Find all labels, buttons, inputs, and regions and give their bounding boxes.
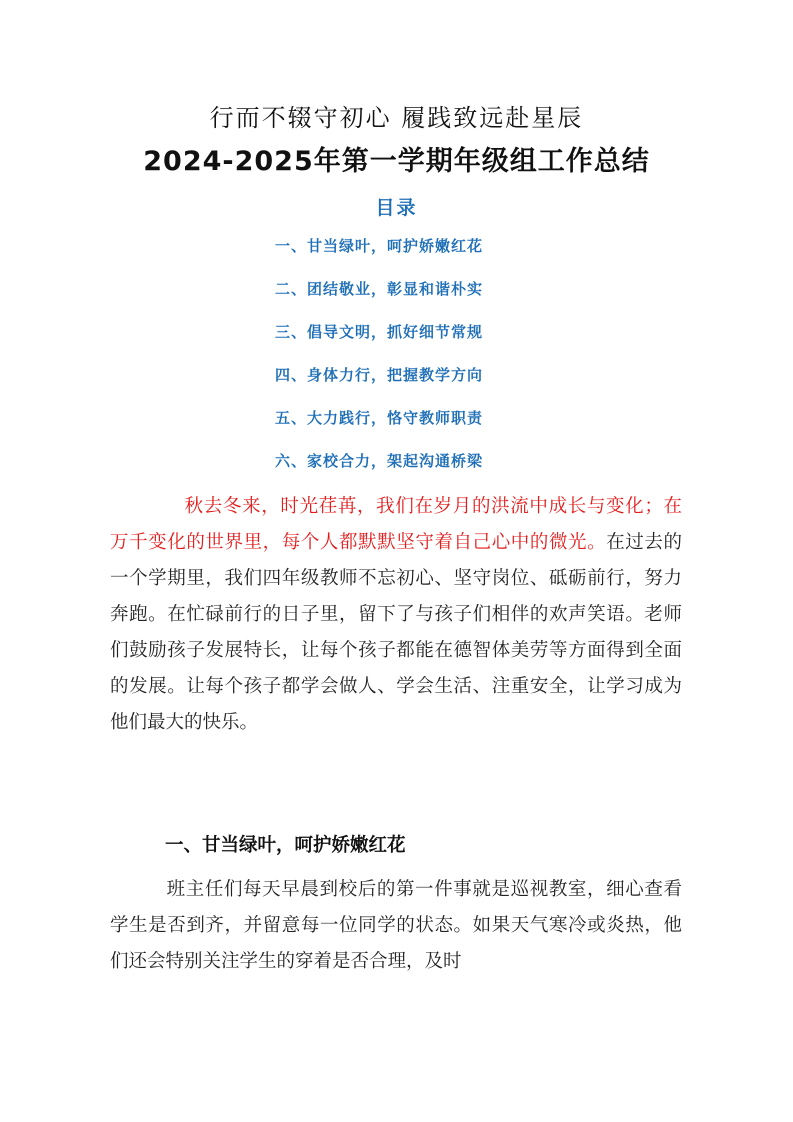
toc-heading: 目录 bbox=[375, 197, 418, 219]
document-title-line1: 行而不辍守初心 履践致远赴星辰 bbox=[209, 104, 584, 132]
toc-item-4[interactable]: 四、身体力行，把握教学方向 bbox=[275, 366, 484, 384]
toc-item-5[interactable]: 五、大力践行，恪守教师职责 bbox=[275, 409, 484, 427]
toc-item-6[interactable]: 六、家校合力，架起沟通桥梁 bbox=[275, 452, 484, 470]
toc-item-3[interactable]: 三、倡导文明，抓好细节常规 bbox=[275, 323, 484, 341]
toc-item-2[interactable]: 二、团结敬业，彰显和谐朴实 bbox=[275, 280, 484, 298]
section-1-heading: 一、甘当绿叶，呵护娇嫩红花 bbox=[165, 835, 406, 856]
section-1-paragraph bbox=[110, 872, 682, 980]
intro-paragraph bbox=[110, 489, 682, 741]
document-title-line2: 2024-2025年第一学期年级组工作总结 bbox=[143, 146, 650, 177]
intro-highlight-text: 秋去冬来，时光荏苒，我们在岁月的洪流中成长与变化；在万千变化的世界里，每个人都默默坚守着自己心中的微光。 bbox=[110, 496, 682, 553]
intro-body-text: 在过去的一个学期里，我们四年级教师不忘初心、坚守岗位、砥砺前行，努力奔跑。在忙碌前行的日子里，留下了与孩子们相伴的欢声笑语。老师们鼓励孩子发展特长，让每个孩子都能在德智体美劳等方面得到全面的发展。让每个孩子都学会做人、学会生活、注重安全，让学习成为他们最大的快乐。 bbox=[110, 532, 682, 733]
table-of-contents bbox=[275, 235, 483, 493]
section-1-text: 班主任们每天早晨到校后的第一件事就是巡视教室，细心查看学生是否到齐，并留意每一位同学的状态。如果天气寒冷或炎热，他们还会特别关注学生的穿着是否合理，及时 bbox=[110, 879, 682, 972]
toc-item-1[interactable]: 一、甘当绿叶，呵护娇嫩红花 bbox=[275, 237, 484, 255]
